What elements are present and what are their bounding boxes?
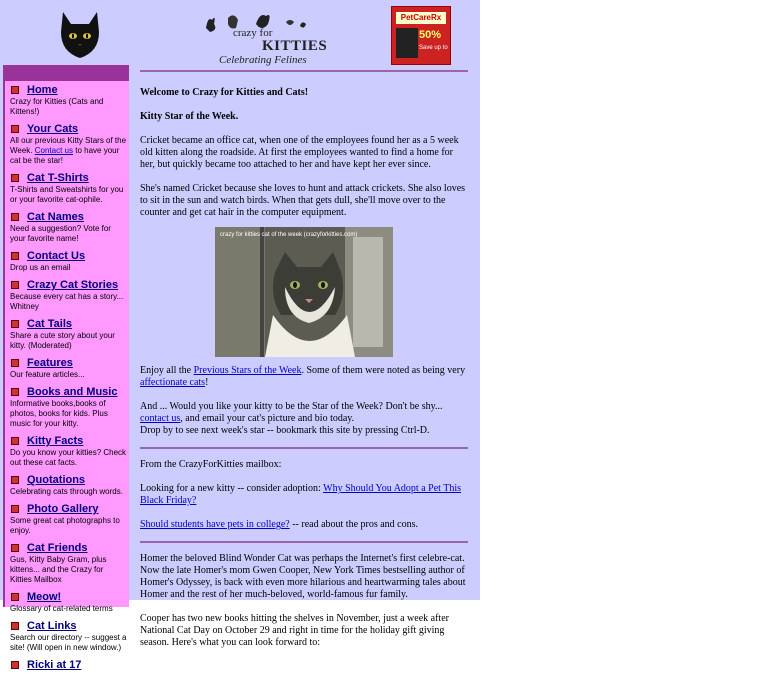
petcarerx-ad-banner[interactable] (391, 6, 451, 65)
logo-text-crazy-for: crazy for (233, 27, 273, 39)
bullet-icon (11, 174, 19, 182)
adopt-paragraph (140, 483, 468, 507)
tagline: Celebrating Felines (219, 54, 307, 66)
sidebar-item-your-cats (7, 122, 127, 166)
site-header (0, 0, 480, 64)
nav-desc: Some great cat photographs to enjoy. (10, 516, 120, 535)
nav-link-cat-links[interactable]: Cat Links (27, 620, 77, 632)
nav-desc: Crazy for Kitties (Cats and Kittens!) (10, 97, 104, 116)
students-pets-link[interactable]: Should students have pets in college? (140, 519, 290, 530)
sidebar-item-quotations (7, 473, 127, 497)
sidebar-nav (3, 65, 129, 671)
affectionate-cats-link[interactable]: affectionate cats (140, 377, 206, 388)
cricket-cat-image (215, 227, 393, 357)
sidebar-item-cat-tails (7, 317, 127, 351)
cricket-paragraph-2: She's named Cricket because she loves to hunt and attack crickets. She also loves to sit in the sun and watch birds. When that gets dull, she'll move over to the counter and get cat hair in the computer equipment. (140, 183, 466, 218)
nav-link-meow[interactable]: Meow! (27, 591, 62, 603)
cricket-paragraph-1: Cricket became an office cat, when one of the employees found her as a 5 week old kitten along the roadside. At first the employees wanted to find a home for her, but quickly became too attached to her and have kept her ever since. (140, 135, 459, 170)
divider (140, 447, 468, 449)
enjoy-paragraph (140, 365, 468, 389)
nav-link-cat-tails[interactable]: Cat Tails (27, 318, 73, 330)
star-of-week-heading: Kitty Star of the Week. (140, 111, 239, 122)
bullet-icon (11, 125, 19, 133)
main-content (140, 70, 468, 649)
nav-link-cat-names[interactable]: Cat Names (27, 211, 84, 223)
divider (140, 70, 468, 72)
nav-link-crazy-cat-stories[interactable]: Crazy Cat Stories (27, 279, 119, 291)
sidebar-top-bar (5, 67, 129, 81)
nav-link-contact-us[interactable]: Contact Us (27, 250, 86, 262)
sidebar-item-features (7, 356, 127, 380)
sidebar-item-books-and-music (7, 385, 127, 429)
bullet-icon (11, 213, 19, 221)
nav-link-books-and-music[interactable]: Books and Music (27, 386, 118, 398)
nav-desc: Drop us an email (10, 263, 71, 272)
sidebar-item-meow (7, 590, 127, 614)
nav-link-your-cats[interactable]: Your Cats (27, 123, 79, 135)
bullet-icon (11, 320, 19, 328)
cat-of-week-photo[interactable] (215, 227, 393, 357)
nav-link-kitty-facts[interactable]: Kitty Facts (27, 435, 84, 447)
sidebar-item-cat-links (7, 619, 127, 653)
nav-desc: Our feature articles... (10, 370, 85, 379)
sidebar-item-photo-gallery (7, 502, 127, 536)
bullet-icon (11, 661, 19, 669)
bullet-icon (11, 388, 19, 396)
sidebar-item-cat-names (7, 210, 127, 244)
students-paragraph (140, 519, 468, 531)
sidebar-item-home (7, 83, 127, 117)
star-question-text: And ... Would you like your kitty to be the Star of the Week? Don't be shy... (140, 401, 443, 412)
nav-link-photo-gallery[interactable]: Photo Gallery (27, 503, 99, 515)
sidebar-item-kitty-facts (7, 434, 127, 468)
ad-brand: PetCareRx (396, 12, 446, 24)
sidebar-item-cat-t-shirts (7, 171, 127, 205)
bullet-icon (11, 476, 19, 484)
adopt-text: Looking for a new kitty -- consider adoption: (140, 483, 324, 494)
bullet-icon (11, 505, 19, 513)
nav-desc (7, 136, 127, 166)
divider (140, 541, 468, 543)
adopt-pet-link[interactable]: Why Should You Adopt a Pet This Black Friday? (140, 483, 462, 506)
ad-small-text: Save up to (419, 45, 448, 51)
sidebar-item-contact-us (7, 249, 127, 273)
nav-desc: Gus, Kitty Baby Gram, plus kittens... and the Crazy for Kitties Mailbox (10, 555, 107, 584)
drop-by-text: Drop by to see next week's star -- bookmark this site by pressing Ctrl-D. (140, 425, 430, 436)
bullet-icon (11, 86, 19, 94)
black-cat-logo[interactable] (55, 8, 105, 62)
bullet-icon (11, 437, 19, 445)
cooper-paragraph: Cooper has two new books hitting the shelves in November, just a week after National Cat Day on October 29 and right in time for the holiday gift giving season. Here's what you can look forward to: (140, 613, 449, 648)
bullet-icon (11, 544, 19, 552)
previous-stars-link[interactable]: Previous Stars of the Week (193, 365, 302, 376)
bullet-icon (11, 252, 19, 260)
nav-desc: T-Shirts and Sweatshirts for you or your favorite cat-ophile. (10, 185, 124, 204)
logo-text-kitties: KITTIES (262, 38, 328, 54)
nav-link-cat-t-shirts[interactable]: Cat T-Shirts (27, 172, 89, 184)
mailbox-heading: From the CrazyForKitties mailbox: (140, 459, 282, 470)
homer-paragraph: Homer the beloved Blind Wonder Cat was perhaps the Internet's first celebre-cat. Now the late Homer's mom Gwen Cooper, New York Times bestselling author of Homer's Odyssey, is back with even more hilarious and heartwarming tales about Homer and the rest of her much-beloved, world-famous fur family. (140, 553, 466, 600)
nav-desc: Share a cute story about your kitty. (Moderated) (10, 331, 115, 350)
nav-desc: Informative books,books of photos, books for kids. Plus music for your kitty. (10, 399, 108, 428)
nav-desc: Celebrating cats through words. (10, 487, 123, 496)
enjoy-text: ! (205, 377, 209, 388)
star-question-text: , and email your cat's picture and bio today. (180, 413, 355, 424)
ad-product-image (396, 28, 418, 58)
star-question-paragraph (140, 401, 468, 437)
ad-percent: 50% (419, 29, 442, 41)
nav-desc: Do you know your kitties? Check out these cat facts. (10, 448, 127, 467)
nav-link-quotations[interactable]: Quotations (27, 474, 86, 486)
enjoy-text: Enjoy all the (140, 365, 194, 376)
bullet-icon (11, 359, 19, 367)
bullet-icon (11, 622, 19, 630)
photo-caption: crazy for kitties cat of the week (crazyforkitties.com) (220, 232, 358, 238)
contact-us-link[interactable]: contact us (140, 413, 181, 424)
nav-link-home[interactable]: Home (27, 84, 58, 96)
nav-desc: Need a suggestion? Vote for your favorite name! (10, 224, 111, 243)
sidebar-item-ricki-at-17 (7, 658, 127, 672)
contact-us-link[interactable]: Contact us (34, 146, 73, 155)
nav-link-ricki-at-17[interactable]: Ricki at 17 (27, 659, 82, 671)
nav-link-features[interactable]: Features (27, 357, 73, 369)
welcome-heading: Welcome to Crazy for Kitties and Cats! (140, 87, 309, 98)
nav-desc-text: to have your cat be the star! (10, 146, 120, 165)
sidebar-item-crazy-cat-stories (7, 278, 127, 312)
bullet-icon (11, 593, 19, 601)
enjoy-text: . Some of them were noted as being very (301, 365, 466, 376)
bullet-icon (11, 281, 19, 289)
nav-desc: Glossary of cat-related terms (10, 604, 113, 613)
nav-desc: Search our directory -- suggest a site! (Will open in new window.) (10, 633, 127, 652)
students-text: -- read about the pros and cons. (289, 519, 418, 530)
nav-link-cat-friends[interactable]: Cat Friends (27, 542, 88, 554)
nav-desc: Because every cat has a story... Whitney (10, 292, 124, 311)
nav-desc-text: All our previous Kitty Stars of the Week. (10, 136, 127, 155)
sidebar-item-cat-friends (7, 541, 127, 585)
